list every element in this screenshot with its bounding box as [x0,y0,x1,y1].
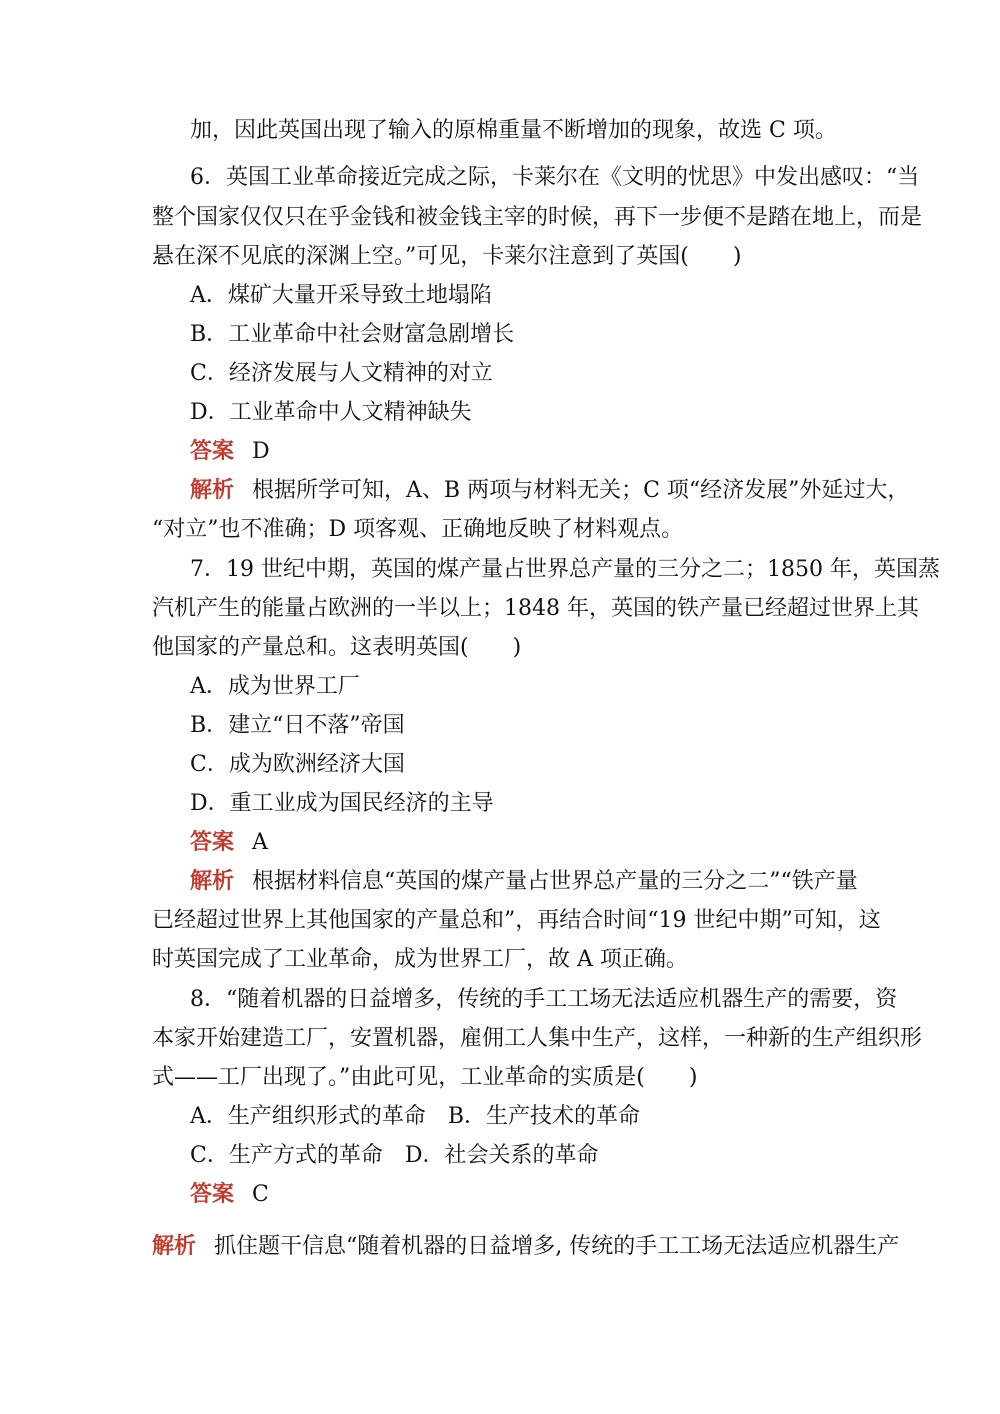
q6-stem-line-1: 6．英国工业革命接近完成之际，卡莱尔在《文明的忧思》中发出感叹：“当 [190,165,920,190]
q8-answer-label: 答案 [190,1182,235,1207]
q7-stem-line-1: 7．19 世纪中期，英国的煤产量占世界总产量的三分之二；1850 年，英国蒸 [190,557,940,582]
q5-tail-text: 加，因此英国出现了输入的原棉重量不断增加的现象，故选 C 项。 [190,118,837,143]
q7-option-b: B．建立“日不落”帝国 [190,713,405,738]
q7-analysis-line-2: 已经超过世界上其他国家的产量总和”，再结合时间“19 世纪中期”可知，这 [152,908,881,933]
q7-stem-line-3: 他国家的产量总和。这表明英国( ) [152,635,522,660]
q8-options-row-1: A．生产组织形式的革命 B．生产技术的革命 [190,1104,641,1129]
q7-answer-label: 答案 [190,830,235,855]
q7-analysis-line-1 [190,867,858,897]
q6-analysis-line-1 [190,476,910,506]
q8-stem-line-2: 本家开始建造工厂，安置机器，雇佣工人集中生产，这样，一种新的生产组织形 [152,1026,923,1051]
q7-answer-value: A [252,830,268,855]
q7-analysis-line-3: 时英国完成了工业革命，成为世界工厂，故 A 项正确。 [152,947,688,972]
q8-answer-value: C [252,1182,269,1207]
q6-option-b: B．工业革命中社会财富急剧增长 [190,322,515,347]
q8-stem-line-3: 式——工厂出现了。”由此可见，工业革命的实质是( ) [152,1065,698,1090]
q7-answer [190,828,890,858]
q6-option-a: A．煤矿大量开采导致土地塌陷 [190,283,492,308]
q8-options-row-2: C．生产方式的革命 D．社会关系的革命 [190,1143,599,1168]
q6-stem-line-2: 整个国家仅仅只在乎金钱和被金钱主宰的时候，再下一步便不是踏在地上，而是 [152,205,923,230]
q6-answer-label: 答案 [190,439,235,464]
q6-answer-value: D [252,439,270,464]
q8-analysis-text-1: 抓住题干信息“随着机器的日益增多, 传统的手工工场无法适应机器生产 [214,1234,900,1259]
q8-analysis-line-1 [152,1232,900,1262]
q6-stem-line-3: 悬在深不见底的深渊上空。”可见，卡莱尔注意到了英国( ) [152,244,742,269]
q7-option-d: D．重工业成为国民经济的主导 [190,791,494,816]
q6-analysis-text-1: 根据所学可知，A、B 两项与材料无关；C 项“经济发展”外延过大， [252,478,910,503]
q6-option-c: C．经济发展与人文精神的对立 [190,361,493,386]
q7-option-a: A．成为世界工厂 [190,674,360,699]
q8-stem-line-1: 8．“随着机器的日益增多，传统的手工工场无法适应机器生产的需要，资 [190,987,898,1012]
q7-analysis-label: 解析 [190,869,235,894]
q7-stem-line-2: 汽机产生的能量占欧洲的一半以上；1848 年，英国的铁产量已经超过世界上其 [152,596,919,621]
q6-answer [190,437,890,467]
q6-option-d: D．工业革命中人文精神缺失 [190,400,472,425]
q6-analysis-label: 解析 [190,478,235,503]
q6-analysis-line-2: “对立”也不准确；D 项客观、正确地反映了材料观点。 [152,517,684,542]
q8-answer [190,1180,890,1210]
q7-analysis-text-1: 根据材料信息“英国的煤产量占世界总产量的三分之二”“铁产量 [252,869,858,894]
q8-analysis-label: 解析 [152,1234,197,1259]
q7-option-c: C．成为欧洲经济大国 [190,752,405,777]
